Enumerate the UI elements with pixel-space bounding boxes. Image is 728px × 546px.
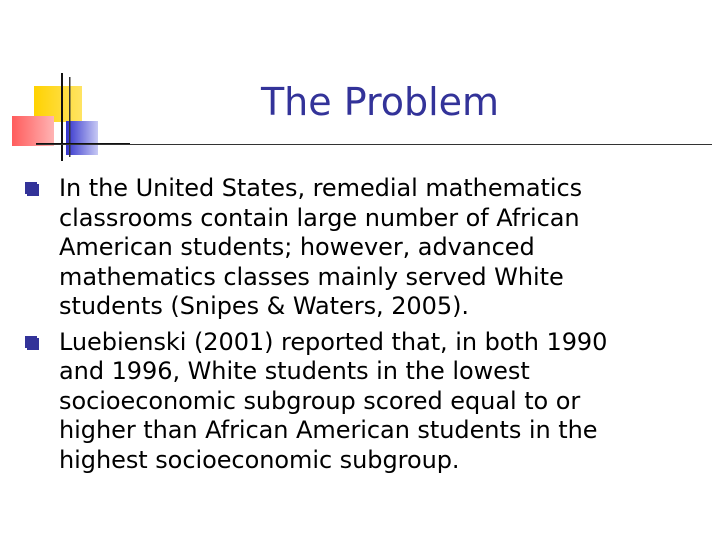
square-bullet-icon	[25, 182, 41, 198]
title-rule	[36, 144, 712, 145]
vertical-line-1	[61, 73, 63, 161]
bullet-list	[17, 174, 701, 481]
bullet-2-line-2: and 1996, White students in the lowest	[59, 357, 530, 385]
corner-decoration-icon	[0, 0, 130, 175]
slide-title: The Problem	[260, 80, 500, 124]
bullet-1-line-4: mathematics classes mainly served White	[59, 262, 564, 291]
bullet-1-line-3: American students; however, advanced	[59, 233, 535, 261]
bullet-item-luebienski-report	[17, 328, 701, 476]
bullet-2-line-1: Luebienski (2001) reported that, in both 1990	[59, 327, 608, 356]
bullet-2-line-4: higher than African American students in the	[59, 416, 598, 444]
bullet-1-line-2: classrooms contain large number of African	[59, 203, 580, 232]
bullet-2-line-5: highest socioeconomic subgroup.	[59, 445, 460, 474]
bullet-item-remedial-classrooms	[17, 174, 701, 322]
bullet-1-line-5: students (Snipes & Waters, 2005).	[59, 292, 469, 320]
red-square	[12, 116, 54, 146]
bullet-1-line-1: In the United States, remedial mathematics	[59, 174, 583, 202]
blue-square	[66, 121, 98, 155]
bullet-2-line-3: socioeconomic subgroup scored equal to or	[59, 386, 581, 415]
square-bullet-icon	[25, 336, 41, 352]
